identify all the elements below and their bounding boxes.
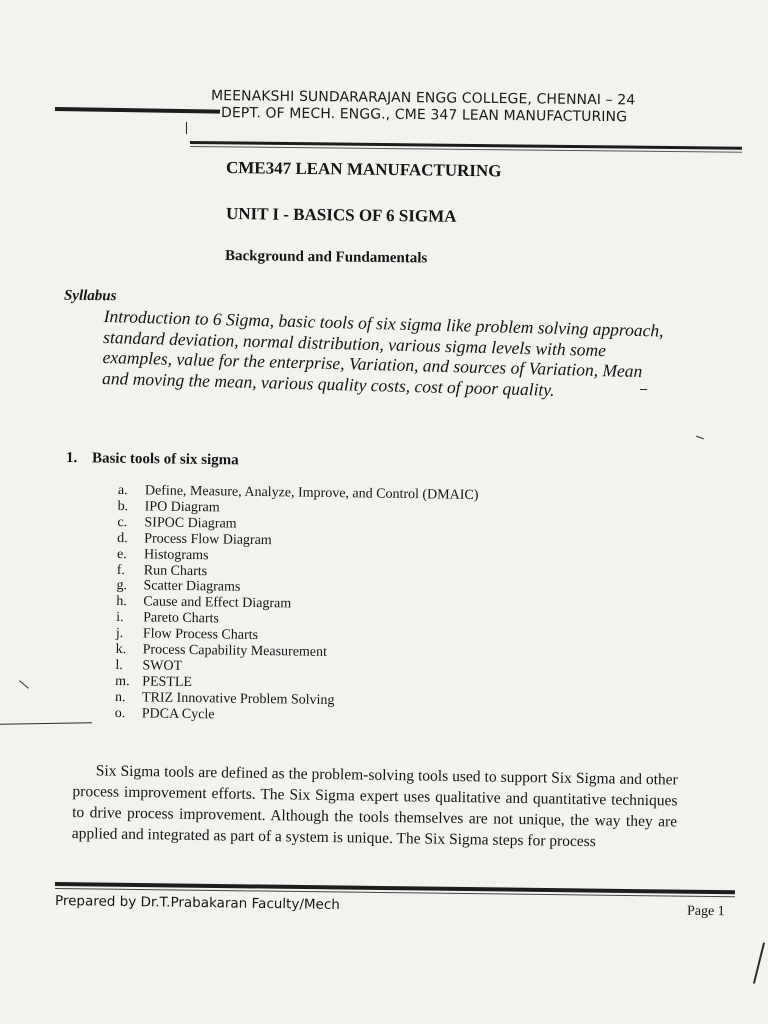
list-item: l. SWOT [115,657,183,674]
section-number: 1. [65,450,78,467]
list-item: m. PESTLE [115,673,193,690]
list-item: b. IPO Diagram [117,498,220,516]
header-rule-left [55,107,220,114]
list-item: h. Cause and Effect Diagram [116,594,292,612]
list-item: d. Process Flow Diagram [117,530,272,548]
unit-title: UNIT I - BASICS OF 6 SIGMA [225,204,457,226]
list-item: a. Define, Measure, Analyze, Improve, and Control (DMAIC) [117,483,479,504]
header-dept: DEPT. OF MECH. ENGG., CME 347 LEAN MANUFACTURING [220,105,628,126]
tools-list [115,483,479,727]
list-item: g. Scatter Diagrams [116,578,241,596]
list-item: o. PDCA Cycle [114,705,215,723]
body-paragraph: Six Sigma tools are defined as the problem-solving tools used to support Six Sigma and other process improvement efforts. The Six Sigma expert uses qualitative and quantitative techniques to drive process improvement. Although the tools themselves are not unique, the way they are applied and integrated as part of a system is unique. The Six Sigma steps for process [71,762,678,851]
scan-mark [19,680,29,688]
syllabus-text: Introduction to 6 Sigma, basic tools of six sigma like problem solving approach, standard deviation, normal distribution, various sigma levels with some examples, value for the enterprise, Variation, and sources of Variation, Mean and moving the mean, various quality costs, cost of poor quality. [101,306,664,400]
list-item: c. SIPOC Diagram [117,514,237,532]
scan-mark [0,722,92,725]
subtitle: Background and Fundamentals [224,248,428,267]
section-heading [66,450,239,469]
scan-mark [696,436,704,440]
page-number: Page 1 [686,903,725,920]
scan-mark [640,389,647,390]
header-college: MEENAKSHI SUNDARARAJAN ENGG COLLEGE, CHENNAI – 24 [210,88,636,109]
list-item: j. Flow Process Charts [115,626,259,644]
list-item: k. Process Capability Measurement [115,642,328,660]
course-title: CME347 LEAN MANUFACTURING [225,158,502,181]
list-item: f. Run Charts [116,562,208,579]
scan-mark [186,122,187,134]
list-item: i. Pareto Charts [116,610,220,627]
section-title: Basic tools of six sigma [91,450,239,469]
syllabus-label: Syllabus [63,287,117,305]
list-item: n. TRIZ Innovative Problem Solving [114,689,335,708]
scan-mark [753,942,765,983]
list-item: e. Histograms [116,546,209,563]
footer-prepared-by: Prepared by Dr.T.Prabakaran Faculty/Mech [54,893,340,913]
